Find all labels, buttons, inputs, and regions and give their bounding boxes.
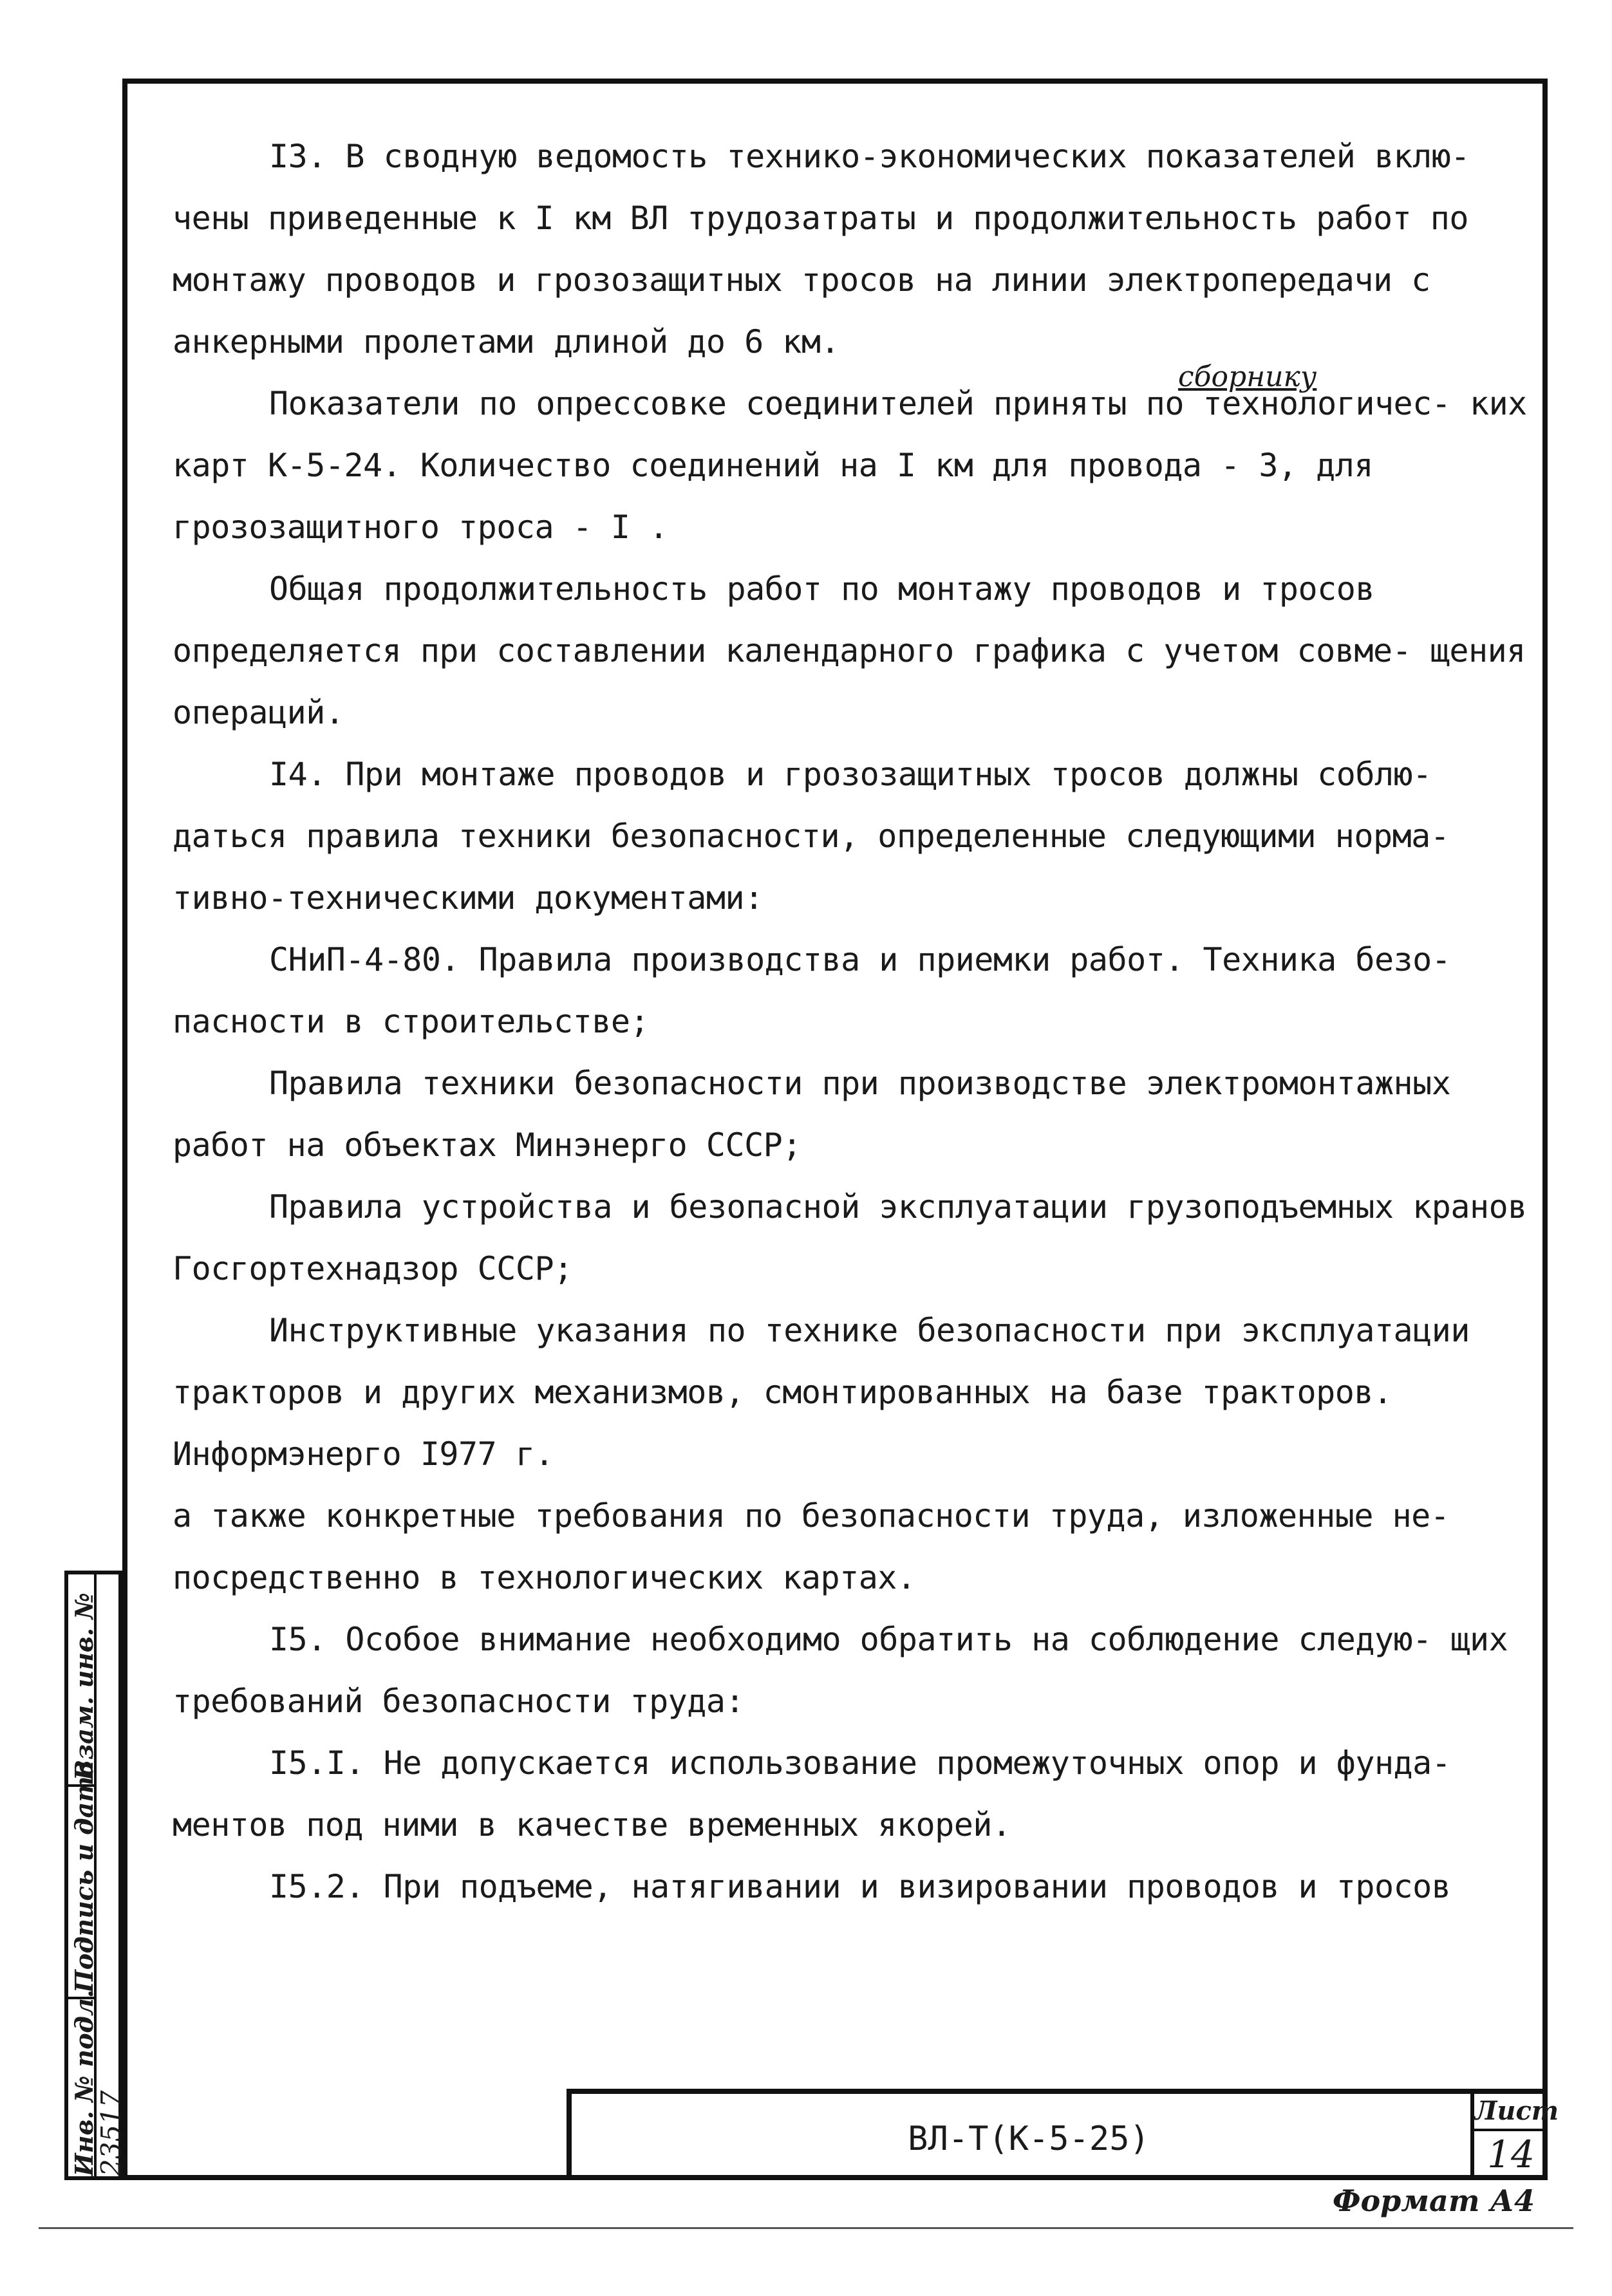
handwritten-note: сборнику	[1178, 360, 1317, 393]
document-body	[173, 126, 1531, 1918]
sheet-number: 14	[1487, 2133, 1535, 2176]
strip-label-column	[68, 1574, 97, 2176]
paragraph-13: I3. В сводную ведомость технико-экономических показателей вклю- чены приведенные к I км ВЛ трудозатраты и продолжительность работ по монтажу проводов и грозозащитных тросов на линии электропередачи с анкерными пролетами длиной до 6 км.	[173, 138, 1470, 360]
paragraph-also: а также конкретные требования по безопасности труда, изложенные не- посредственно в технологических картах.	[173, 1497, 1450, 1596]
paragraph-rules-cranes: Правила устройства и безопасной эксплуатации грузоподъемных кранов Госгортехнадзор СССР;	[173, 1188, 1527, 1287]
strip-cell-replace	[68, 1574, 98, 1787]
sheet-box	[1470, 2094, 1559, 2180]
sign-label: Подпись и дата	[70, 1760, 98, 1993]
left-margin-strip	[64, 1571, 127, 2180]
paragraph-snip: СНиП-4-80. Правила производства и приемки работ. Техника безо- пасности в строительстве;	[173, 941, 1451, 1040]
paragraph-indicators: Показатели по опрессовке соединителей приняты по технологичес- ких карт К-5-24. Количество соединений на I км для провода - 3, для грозозащитного троса - I .	[173, 385, 1527, 546]
paragraph-duration: Общая продолжительность работ по монтажу проводов и тросов определяется при составлении календарного графика с учетом совме- щения операций.	[173, 570, 1526, 731]
inv-number: 23517	[95, 2090, 127, 2176]
strip-cell-sign	[68, 1760, 98, 1999]
paragraph-instructions: Инструктивные указания по технике безопасности при эксплуатации тракторов и других механизмов, смонтированных на базе тракторов. Информэнерго I977 г.	[173, 1312, 1470, 1473]
paragraph-15-1: I5.I. Не допускается использование промежуточных опор и фунда- ментов под ними в качестве временных якорей.	[173, 1744, 1451, 1843]
document-code: ВЛ-Т(К-5-25)	[908, 2120, 1150, 2158]
replace-label: Взам. инв. №	[70, 1592, 98, 1780]
paragraph-15-2: I5.2. При подъеме, натягивании и визировании проводов и тросов	[269, 1868, 1451, 1905]
paragraph-rules-electro: Правила техники безопасности при производстве электромонтажных работ на объектах Минэнерго СССР;	[173, 1065, 1451, 1164]
paragraph-15: I5. Особое внимание необходимо обратить на соблюдение следую- щих требований безопасности труда:	[173, 1621, 1508, 1720]
format-label: Формат А4	[1332, 2183, 1535, 2218]
title-block	[567, 2089, 1559, 2180]
strip-cell-inv	[68, 1990, 98, 2180]
sheet-label: Лист	[1474, 2094, 1548, 2131]
bottom-rule	[39, 2227, 1573, 2229]
inv-label: Инв. № подл.	[70, 1990, 98, 2176]
paragraph-14: I4. При монтаже проводов и грозозащитных тросов должны соблю- даться правила техники безопасности, определенные следующими норма- тивно-техническими документами:	[173, 756, 1450, 917]
